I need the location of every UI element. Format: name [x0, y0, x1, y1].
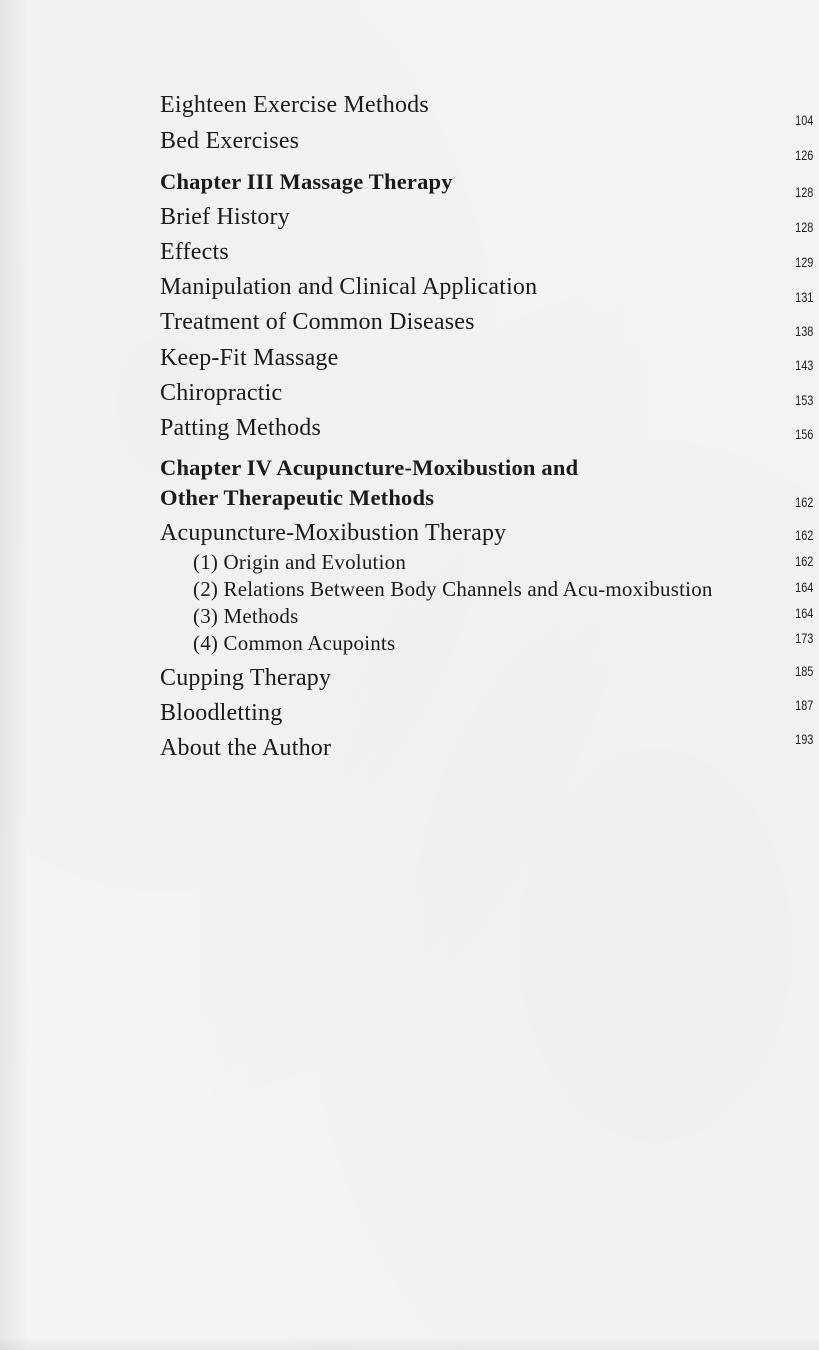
toc-entry-title: About the Author [160, 735, 332, 761]
toc-entry-title: Eighteen Exercise Methods [160, 92, 429, 118]
toc-entry-title: Effects [160, 239, 229, 265]
toc-subentry-title: (2) Relations Between Body Channels and Acu-moxibustion [193, 577, 713, 601]
toc-entry-page: 173 [794, 630, 813, 646]
toc-entry-page: 162 [794, 527, 813, 543]
toc-chapter-heading: Chapter IV Acupuncture-Moxibustion and [160, 455, 579, 480]
toc-entry-page: 156 [794, 426, 813, 442]
toc-entry-page: 128 [794, 184, 813, 200]
toc-entry-title: Chiropractic [160, 380, 283, 406]
toc-chapter-heading-continued: Other Therapeutic Methods [160, 485, 435, 510]
toc-entry-page: 128 [794, 219, 813, 235]
toc-entry-page: 129 [794, 254, 813, 270]
toc-entry-page: 104 [794, 112, 813, 128]
toc-entry-page: 138 [794, 323, 813, 339]
toc-entry-title: Acupuncture-Moxibustion Therapy [160, 520, 507, 546]
toc-entry-page: 185 [794, 663, 813, 679]
toc-entry-title: Treatment of Common Diseases [160, 309, 475, 335]
toc-entry-title: Patting Methods [160, 415, 322, 441]
page-bottom-shadow [0, 1336, 819, 1350]
toc-entry-page: 164 [794, 579, 813, 595]
toc-entry-title: Cupping Therapy [160, 665, 332, 691]
page-gutter-shadow [0, 0, 28, 1350]
toc-subentry-title: (3) Methods [193, 604, 299, 628]
toc-chapter-heading: Chapter III Massage Therapy [160, 169, 453, 194]
toc-entry-title: Bed Exercises [160, 128, 300, 154]
toc-entry-page: 126 [794, 147, 813, 163]
toc-subentry-title: (4) Common Acupoints [193, 631, 396, 655]
toc-entry-title: Brief History [160, 204, 290, 230]
toc-entry-page: 162 [794, 494, 813, 510]
toc-entry-page: 187 [794, 697, 813, 713]
toc-entry-page: 143 [794, 357, 813, 373]
toc-entry-page: 131 [794, 289, 813, 305]
toc-entry-title: Bloodletting [160, 700, 283, 726]
toc-entry-title: Keep-Fit Massage [160, 345, 339, 371]
toc-entry-title: Manipulation and Clinical Application [160, 274, 538, 300]
toc-entry-page: 153 [794, 392, 813, 408]
toc-subentry-title: (1) Origin and Evolution [193, 550, 407, 574]
toc-entry-page: 164 [794, 605, 813, 621]
toc-entry-page: 162 [794, 553, 813, 569]
toc-entry-page: 193 [794, 731, 813, 747]
